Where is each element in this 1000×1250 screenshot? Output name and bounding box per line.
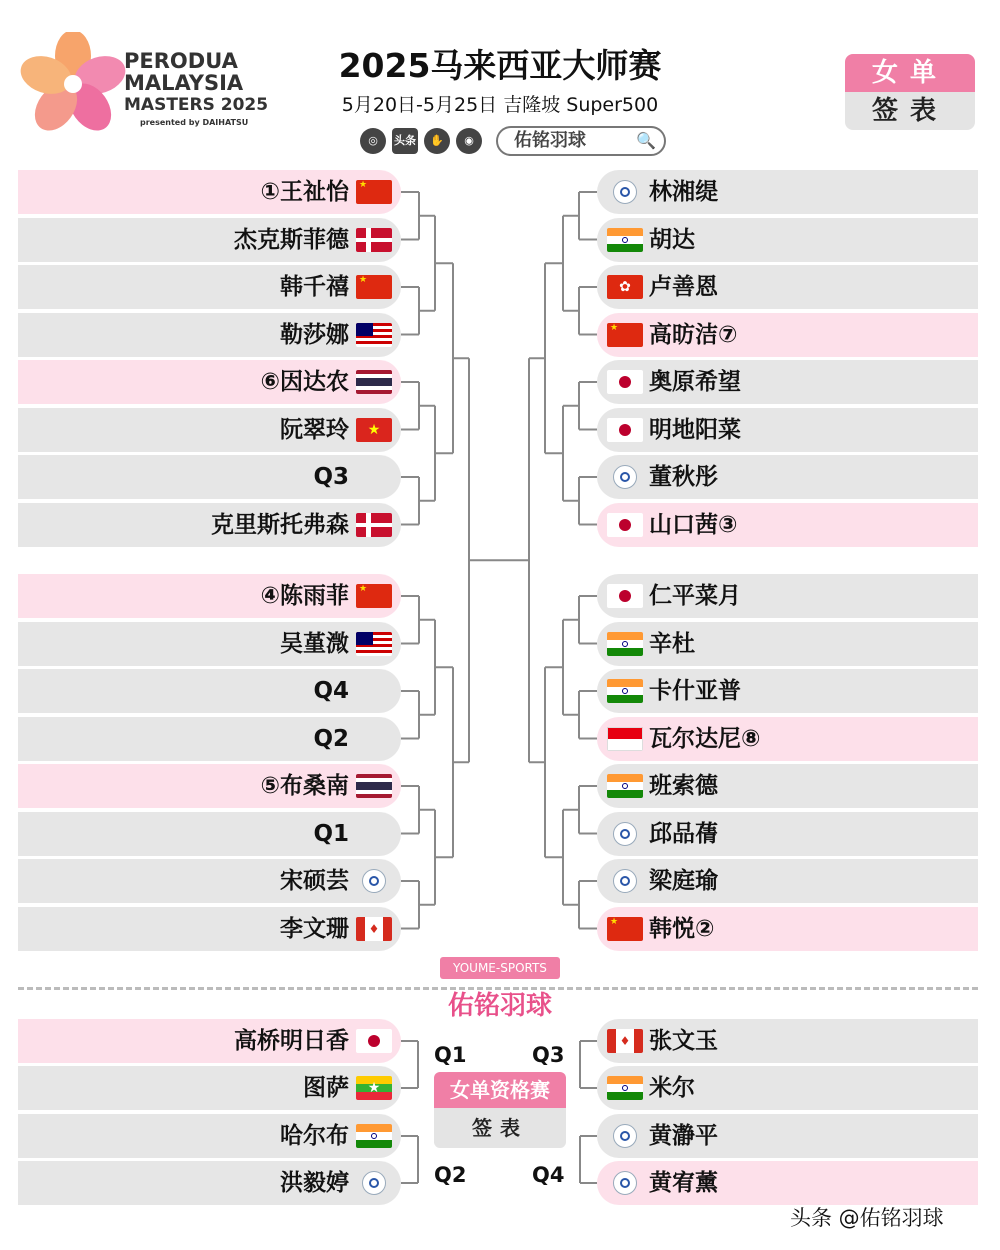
player-slot[interactable]	[597, 1066, 978, 1110]
japan-flag-icon	[607, 584, 643, 608]
qualifying-title: 女单资格赛	[434, 1072, 566, 1108]
player-slot[interactable]	[18, 313, 401, 357]
player-slot[interactable]	[597, 1114, 978, 1158]
player-name: ①王祉怡	[260, 179, 349, 205]
player-slot[interactable]	[597, 218, 978, 262]
player-name: 仁平菜月	[649, 583, 741, 609]
player-slot[interactable]	[18, 907, 401, 951]
player-slot[interactable]	[18, 218, 401, 262]
player-name: 韩千禧	[280, 274, 349, 300]
logo-line: PERODUA	[124, 49, 238, 73]
player-slot[interactable]	[597, 170, 978, 214]
brand-tag: YOUME-SPORTS	[440, 957, 560, 979]
player-name: 克里斯托弗森	[211, 511, 349, 538]
china-flag-icon: ★	[607, 917, 643, 941]
japan-flag-icon	[607, 513, 643, 537]
player-name: 卢善恩	[649, 274, 718, 300]
player-name: 图萨	[303, 1075, 349, 1101]
baidu-icon[interactable]: ✋	[424, 128, 450, 154]
player-name: 洪毅婷	[280, 1170, 349, 1196]
player-slot[interactable]	[18, 1066, 401, 1110]
japan-flag-icon	[607, 418, 643, 442]
chinese-taipei-flag-icon	[613, 1124, 637, 1148]
player-slot[interactable]	[18, 503, 401, 547]
player-name: 班索德	[649, 773, 718, 799]
thailand-flag-icon	[356, 774, 392, 798]
player-slot[interactable]	[597, 812, 978, 856]
page-title: 2025马来西亚大师赛	[338, 46, 662, 85]
canada-flag-icon: ♦	[607, 1029, 643, 1053]
player-slot[interactable]	[18, 1114, 401, 1158]
player-name: 山口茜③	[649, 511, 738, 538]
event-badge-subtitle: 签表	[845, 92, 975, 130]
india-flag-icon	[607, 632, 643, 656]
search-icon: 🔍	[636, 131, 656, 150]
player-slot[interactable]	[18, 812, 401, 856]
logo-line: MALAYSIA	[124, 71, 244, 95]
qualifier-label-q1: Q1	[434, 1043, 467, 1067]
india-flag-icon	[356, 1124, 392, 1148]
chinese-taipei-flag-icon	[613, 1171, 637, 1195]
player-slot[interactable]	[18, 360, 401, 404]
page-subtitle: 5月20日-5月25日 吉隆坡 Super500	[341, 94, 659, 116]
player-slot[interactable]	[18, 859, 401, 903]
player-slot[interactable]	[18, 1161, 401, 1205]
thailand-flag-icon	[356, 370, 392, 394]
event-badge-title: 女单	[845, 54, 975, 92]
china-flag-icon: ★	[356, 275, 392, 299]
player-name: 哈尔布	[280, 1123, 349, 1149]
india-flag-icon	[607, 774, 643, 798]
player-slot[interactable]	[597, 717, 978, 761]
player-slot[interactable]	[597, 503, 978, 547]
player-slot[interactable]	[597, 1019, 978, 1063]
india-flag-icon	[607, 1076, 643, 1100]
chinese-taipei-flag-icon	[613, 822, 637, 846]
player-slot[interactable]	[18, 455, 401, 499]
player-name: 明地阳菜	[649, 416, 741, 443]
qualifier-label-q4: Q4	[532, 1163, 565, 1187]
player-name: Q4	[313, 678, 349, 704]
wechat-icon[interactable]: ◎	[360, 128, 386, 154]
india-flag-icon	[607, 228, 643, 252]
player-slot[interactable]	[18, 1019, 401, 1063]
malaysia-flag-icon	[356, 323, 392, 347]
canada-flag-icon: ♦	[356, 917, 392, 941]
china-flag-icon: ★	[356, 180, 392, 204]
search-label: 佑铭羽球	[514, 130, 586, 151]
watermark: 头条 @佑铭羽球	[790, 1206, 944, 1230]
brand-name: 佑铭羽球	[447, 991, 552, 1021]
japan-flag-icon	[356, 1029, 392, 1053]
malaysia-flag-icon	[356, 632, 392, 656]
player-slot[interactable]	[18, 622, 401, 666]
player-name: 奥原希望	[649, 369, 741, 395]
player-name: 韩悦②	[649, 915, 715, 942]
qualifier-label-q3: Q3	[532, 1043, 565, 1067]
player-slot[interactable]	[18, 170, 401, 214]
player-name: Q3	[313, 464, 349, 490]
china-flag-icon: ★	[607, 323, 643, 347]
player-name: 卡什亚普	[649, 678, 741, 704]
logo-presented: presented by DAIHATSU	[140, 118, 249, 127]
player-slot[interactable]	[597, 360, 978, 404]
player-slot[interactable]	[597, 1161, 978, 1205]
player-slot[interactable]	[18, 408, 401, 452]
player-slot[interactable]	[597, 455, 978, 499]
player-name: 吴堇溦	[280, 630, 349, 657]
player-name: 董秋彤	[649, 464, 718, 490]
player-slot[interactable]	[597, 574, 978, 618]
player-name: ⑥因达农	[260, 369, 349, 395]
chinese-taipei-flag-icon	[613, 465, 637, 489]
player-slot[interactable]	[597, 313, 978, 357]
player-slot[interactable]	[18, 717, 401, 761]
chinese-taipei-flag-icon	[613, 869, 637, 893]
japan-flag-icon	[607, 370, 643, 394]
player-slot[interactable]	[18, 764, 401, 808]
player-name: 邱品蒨	[649, 820, 718, 847]
player-name: 李文珊	[280, 915, 349, 942]
chinese-taipei-flag-icon	[613, 180, 637, 204]
player-name: 林湘缇	[649, 179, 718, 205]
player-name: 高桥明日香	[234, 1028, 349, 1054]
player-slot[interactable]	[18, 669, 401, 713]
player-name: Q2	[313, 725, 349, 752]
player-slot[interactable]	[597, 265, 978, 309]
player-name: 宋硕芸	[280, 868, 349, 894]
player-slot[interactable]	[597, 907, 978, 951]
vietnam-flag-icon: ★	[356, 418, 392, 442]
player-name: ④陈雨菲	[260, 583, 349, 609]
player-slot[interactable]	[18, 574, 401, 618]
player-name: 高昉洁⑦	[649, 321, 738, 348]
qualifier-label-q2: Q2	[434, 1163, 467, 1187]
chinese-taipei-flag-icon	[362, 1171, 386, 1195]
player-name: 胡达	[649, 226, 695, 253]
toutiao-label: 头条	[394, 134, 416, 147]
india-flag-icon	[607, 679, 643, 703]
weibo-icon[interactable]: ◉	[456, 128, 482, 154]
player-slot[interactable]	[597, 622, 978, 666]
player-slot[interactable]	[18, 265, 401, 309]
player-slot[interactable]	[597, 764, 978, 808]
player-name: 阮翠玲	[280, 416, 349, 443]
indonesia-flag-icon	[607, 727, 643, 751]
logo-line: MASTERS 2025	[124, 95, 269, 115]
hongkong-flag-icon: ✿	[607, 275, 643, 299]
myanmar-flag-icon: ★	[356, 1076, 392, 1100]
player-slot[interactable]	[597, 669, 978, 713]
player-name: 辛杜	[649, 630, 695, 657]
player-name: 黄瀞平	[649, 1123, 718, 1149]
player-name: 杰克斯菲德	[234, 226, 349, 253]
denmark-flag-icon	[356, 228, 392, 252]
qualifying-subtitle: 签表	[434, 1108, 566, 1148]
player-name: 梁庭瑜	[649, 868, 718, 894]
player-name: 瓦尔达尼⑧	[649, 725, 761, 752]
player-name: ⑤布桑南	[260, 773, 349, 799]
player-slot[interactable]	[597, 408, 978, 452]
china-flag-icon: ★	[356, 584, 392, 608]
player-name: 张文玉	[649, 1028, 718, 1054]
chinese-taipei-flag-icon	[362, 869, 386, 893]
player-name: 勒莎娜	[280, 321, 349, 348]
player-name: 黄宥薰	[649, 1170, 718, 1196]
player-name: 米尔	[649, 1075, 695, 1101]
player-name: Q1	[313, 820, 349, 847]
player-slot[interactable]	[597, 859, 978, 903]
denmark-flag-icon	[356, 513, 392, 537]
